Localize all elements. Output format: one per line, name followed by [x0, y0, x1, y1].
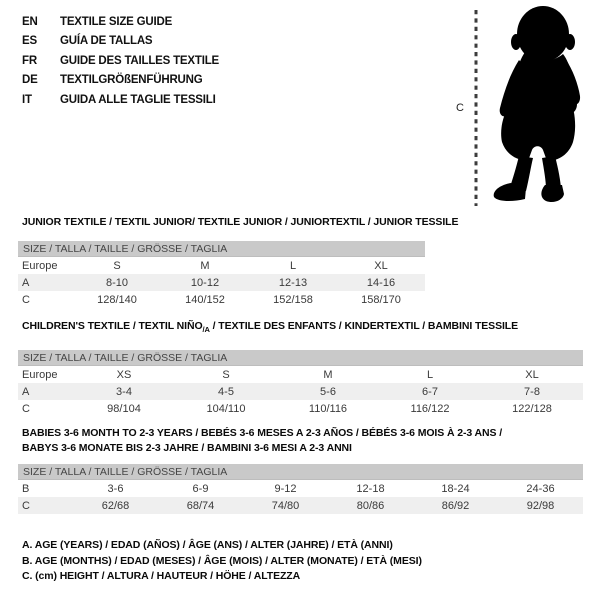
table-cell: XS [116, 368, 132, 381]
size-bar: SIZE / TALLA / TAILLE / GRÖSSE / TAGLIA [18, 350, 583, 366]
section-heading-babies [22, 426, 600, 455]
table-cell: S [222, 368, 230, 381]
table-body [18, 257, 425, 308]
language-code: DE [22, 74, 38, 87]
row-label: Europe [22, 368, 58, 381]
table-row [18, 291, 425, 308]
table-body [18, 366, 583, 417]
row-label: A [22, 276, 30, 289]
table-cell: 152/158 [273, 293, 313, 306]
measure-label-c: C [456, 102, 464, 114]
table-cell: 80/86 [356, 499, 385, 512]
table-row [18, 480, 583, 497]
table-cell: 158/170 [361, 293, 401, 306]
table-cell: 9-12 [274, 482, 297, 495]
table-cell: 122/128 [512, 402, 552, 415]
table-cell: 10-12 [190, 276, 220, 289]
baby-silhouette-icon [494, 6, 580, 202]
language-row [22, 71, 219, 91]
table-cell: 24-36 [526, 482, 555, 495]
language-code: ES [22, 35, 37, 48]
table-cell: 12-13 [278, 276, 308, 289]
guide-title: GUIDA ALLE TAGLIE TESSILI [60, 93, 216, 106]
heading-line: BABIES 3-6 MONTH TO 2-3 YEARS / BEBÉS 3-6 MESES A 2-3 AÑOS / BÉBÉS 3-6 MOIS À 2-3 ANS / [22, 427, 503, 439]
language-row [22, 51, 219, 71]
size-table-children [18, 350, 583, 417]
section-heading-junior: JUNIOR TEXTILE / TEXTIL JUNIOR/ TEXTILE JUNIOR / JUNIORTEXTIL / JUNIOR TESSILE [22, 216, 459, 228]
section-junior-textile [0, 216, 600, 308]
section-heading-children [22, 320, 600, 336]
table-cell: 12-18 [356, 482, 385, 495]
table-cell: 68/74 [186, 499, 215, 512]
table-cell: 4-5 [218, 385, 234, 398]
table-cell: 5-6 [320, 385, 336, 398]
table-cell: L [289, 259, 297, 272]
height-figure-graphic [440, 2, 600, 208]
heading-line: BABYS 3-6 MONATE BIS 2-3 JAHRE / BAMBINI 3-6 MESI A 2-3 ANNI [22, 441, 352, 454]
language-code: FR [22, 54, 37, 67]
guide-title: GUIDE DES TAILLES TEXTILE [60, 54, 219, 67]
size-table-babies [18, 464, 583, 514]
footnote-b: B. AGE (MONTHS) / EDAD (MESES) / ÂGE (MOIS) / ALTER (MONATE) / ETÀ (MESI) [22, 554, 422, 567]
table-cell: 62/68 [101, 499, 130, 512]
size-table-junior [18, 241, 425, 308]
heading-text: CHILDREN'S TEXTILE / TEXTIL NIÑO [22, 320, 203, 332]
table-row [18, 383, 583, 400]
size-bar: SIZE / TALLA / TAILLE / GRÖSSE / TAGLIA [18, 241, 425, 257]
table-cell: 128/140 [97, 293, 137, 306]
table-cell: 116/122 [410, 402, 450, 415]
guide-title: TEXTILGRÖßENFÜHRUNG [60, 74, 203, 87]
table-cell: 140/152 [185, 293, 225, 306]
table-cell: XL [525, 368, 539, 381]
table-cell: 3-4 [116, 385, 132, 398]
table-row [18, 257, 425, 274]
heading-subscript: /A [202, 325, 210, 335]
table-cell: 110/116 [308, 402, 348, 415]
table-cell: 18-24 [441, 482, 470, 495]
heading-text: / TEXTILE DES ENFANTS / KINDERTEXTIL / BAMBINI TESSILE [209, 320, 519, 332]
row-label: C [22, 293, 30, 306]
table-cell: 86/92 [441, 499, 470, 512]
guide-title: TEXTILE SIZE GUIDE [60, 15, 173, 28]
table-cell: 104/110 [206, 402, 246, 415]
section-babies-textile [0, 426, 600, 514]
footnote-a: A. AGE (YEARS) / EDAD (AÑOS) / ÂGE (ANS) / ALTER (JAHRE) / ETÀ (ANNI) [22, 539, 393, 551]
table-cell: XL [374, 259, 388, 272]
height-figure [440, 2, 600, 208]
row-label: C [22, 499, 30, 512]
table-cell: 7-8 [524, 385, 540, 398]
language-title-list [22, 12, 219, 110]
language-code: EN [22, 15, 38, 28]
table-cell: 92/98 [526, 499, 555, 512]
row-label: B [22, 482, 30, 495]
footnote-c: C. (cm) HEIGHT / ALTURA / HAUTEUR / HÖHE / ALTEZZA [22, 570, 301, 582]
table-cell: 3-6 [107, 482, 124, 495]
language-row [22, 32, 219, 52]
row-label: C [22, 402, 30, 415]
language-row [22, 12, 219, 32]
table-cell: 6-7 [422, 385, 438, 398]
table-cell: S [113, 259, 121, 272]
table-cell: 98/104 [107, 402, 141, 415]
size-bar: SIZE / TALLA / TAILLE / GRÖSSE / TAGLIA [18, 464, 583, 480]
table-row [18, 497, 583, 514]
language-code: IT [22, 93, 32, 106]
section-children-textile [0, 320, 600, 417]
table-body [18, 480, 583, 514]
footnotes [22, 538, 422, 585]
language-row [22, 90, 219, 110]
table-cell: M [323, 368, 333, 381]
row-label: A [22, 385, 30, 398]
table-row [18, 366, 583, 383]
table-cell: 6-9 [192, 482, 209, 495]
table-cell: 8-10 [105, 276, 129, 289]
table-cell: 74/80 [271, 499, 300, 512]
table-cell: 14-16 [366, 276, 396, 289]
guide-title: GUÍA DE TALLAS [60, 35, 153, 48]
row-label: Europe [22, 259, 58, 272]
table-cell: M [200, 259, 210, 272]
table-cell: L [426, 368, 434, 381]
table-row [18, 274, 425, 291]
table-row [18, 400, 583, 417]
